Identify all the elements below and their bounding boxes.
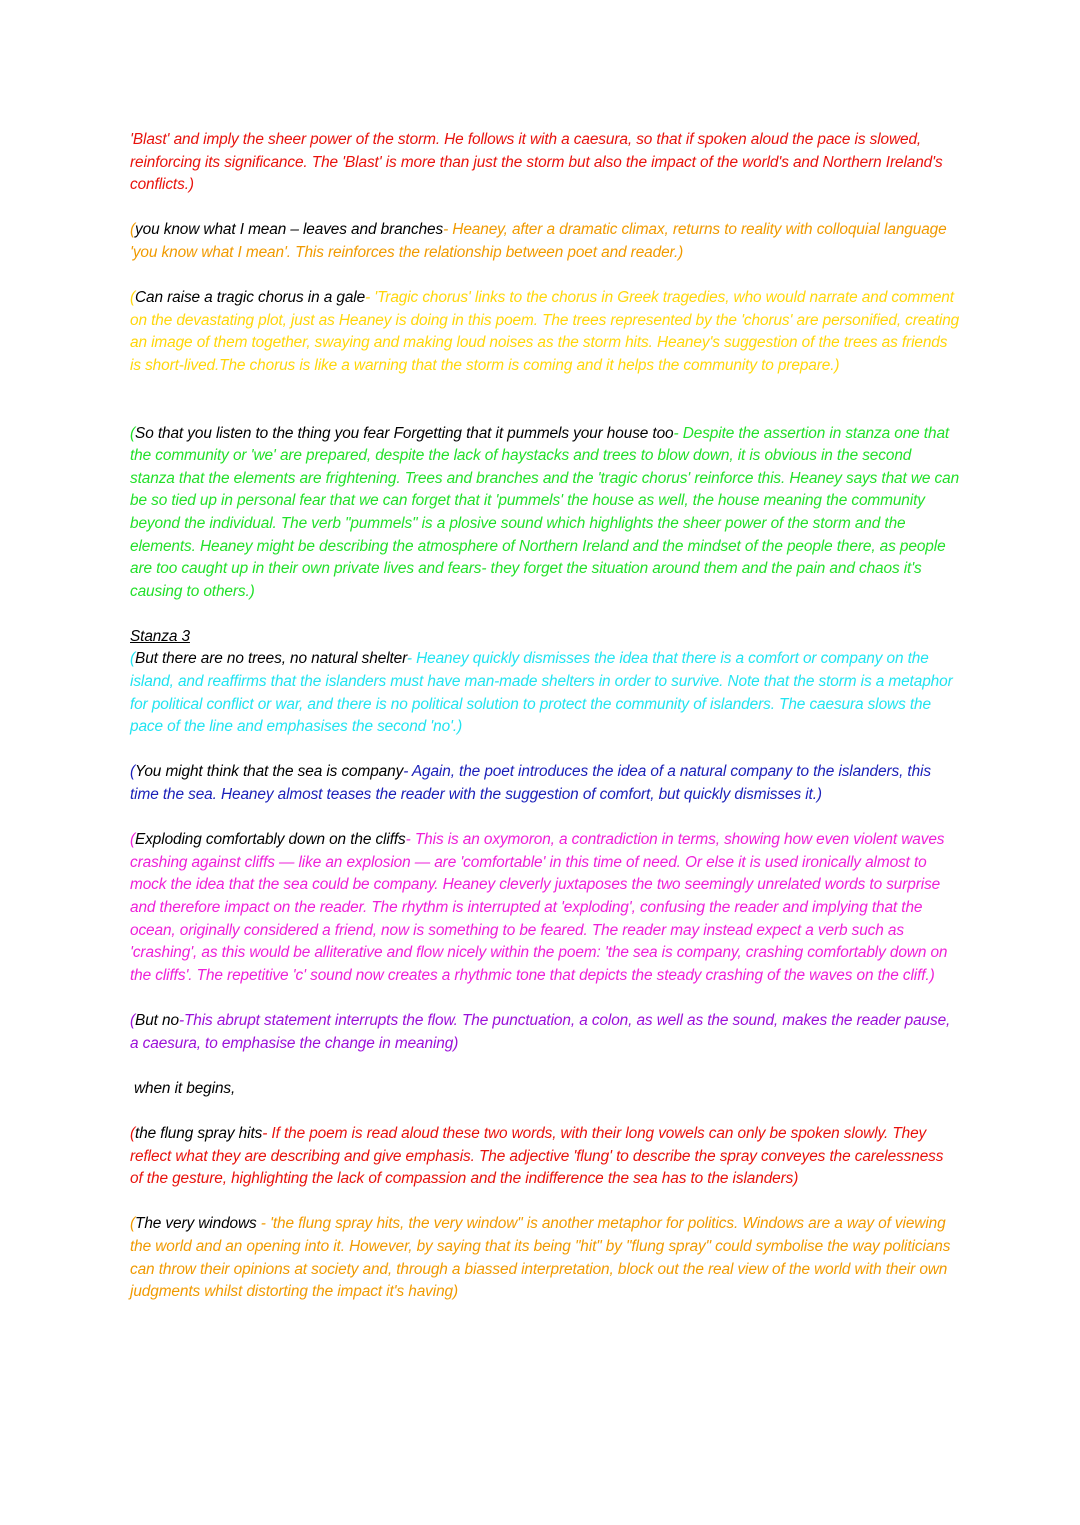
poem-quote: The very windows [135, 1215, 257, 1233]
poem-quote: you know what I mean – leaves and branches [135, 221, 444, 239]
open-paren: ( [130, 289, 136, 307]
paragraph-when-it-begins [130, 1078, 960, 1101]
quote-commentary: - Heaney quickly dismisses the idea that there is a comfort or company on the island, and reaffirms that the islanders must have man-made shelters in order to survive. Note that the storm is a metaphor for political conflict or war, and there is no political solution to protect the community of islanders. The caesura slows the pace of the line and emphasises the second 'no'.) [130, 650, 953, 736]
open-paren: ( [130, 1215, 136, 1233]
poem-line: when it begins, [134, 1079, 236, 1097]
open-paren: ( [130, 1124, 136, 1142]
paragraph-very-windows [130, 1213, 960, 1303]
quote-commentary: - 'the flung spray hits, the very window" is another metaphor for politics. Windows are a way of viewing the world and an opening into it. However, by saying that its being "hit" by "flung spray" could symbolise the way politicians can throw their opinions at society and, through a biassed interpretation, block out the real view of the world with their own judgments whilst distorting the impact it's having) [130, 1215, 951, 1301]
poem-quote: the flung spray hits [135, 1124, 263, 1142]
open-paren: ( [130, 221, 136, 239]
quote-commentary: -This abrupt statement interrupts the flow. The punctuation, a colon, as well as the sound, makes the reader pause, a caesura, to emphasise the change in meaning) [130, 1011, 951, 1052]
poem-quote: Exploding comfortably down on the cliffs [135, 831, 406, 849]
paragraph-sea-is-company [130, 761, 960, 806]
poem-quote: You might think that the sea is company [135, 763, 404, 781]
paragraph-blast-commentary [130, 129, 960, 197]
quote-commentary: - Despite the assertion in stanza one that the community or 'we' are prepared, despite the lack of haystacks and trees to blow down, it is obvious in the second stanza that the elements are frightening. Trees and branches and the 'tragic chorus' reinforce this. Heaney says that we can be so tied up in personal fear that we can forget that it 'pummels' the house as well, the house meaning the community beyond the individual. The verb "pummels" is a plosive sound which highlights the sheer power of the storm and the elements. Heaney might be describing the atmosphere of Northern Ireland and the mindset of the people there, as people are too caught up in their own private lives and fears- they forget the situation around them and the pain and chaos it's causing to others.) [130, 424, 960, 600]
quote-commentary: - 'Tragic chorus' links to the chorus in Greek tragedies, who would narrate and comment on the devastating plot, just as Heaney is doing in this poem. The trees represented by the 'chorus' are personified, creating an image of them together, swaying and making loud noises as the storm hits. Heaney's suggestion of the trees as friends is short-lived.The chorus is like a warning that the storm is coming and it helps the community to prepare.) [130, 289, 960, 374]
open-paren: ( [130, 424, 136, 442]
paragraph-flung-spray [130, 1123, 960, 1191]
open-paren: ( [130, 763, 136, 781]
quote-commentary: - Again, the poet introduces the idea of a natural company to the islanders, this time the sea. Heaney almost teases the reader with the suggestion of comfort, but quickly dismisses it.) [130, 763, 931, 804]
open-paren: ( [130, 650, 136, 668]
paragraph-you-know-what-i-mean [130, 219, 960, 264]
poem-quote: But there are no trees, no natural shelter [135, 650, 407, 668]
annotation-document [130, 129, 960, 1326]
paragraph-tragic-chorus [130, 287, 960, 377]
open-paren: ( [130, 831, 136, 849]
stanza-heading: Stanza 3 [130, 627, 190, 645]
quote-commentary: - This is an oxymoron, a contradiction in terms, showing how even violent waves crashing against cliffs — like an explosion — are 'comfortable' in this time of need. Or else it is used ironically almost to mock the idea that the sea could be company. Heaney cleverly juxtaposes the two seemingly unrelated words to surprise and therefore impact on the reader. The rhythm is interrupted at 'exploding', confusing the reader and implying that the ocean, originally considered a friend, now is something to be feared. The reader may instead expect a verb such as 'crashing', as this would be alliterative and flow nicely within the poem: 'the sea is company, crashing comfortably down on the cliffs'. The repetitive 'c' sound now creates a rhythmic tone that depicts the steady crashing of the waves on the cliff.) [130, 831, 948, 984]
open-paren: ( [130, 1011, 136, 1029]
paragraph-but-no [130, 1010, 960, 1055]
blast-commentary-text: 'Blast' and imply the sheer power of the storm. He follows it with a caesura, so that if spoken aloud the pace is slowed, reinforcing its significance. The 'Blast' is more than just the storm but also the impact of the world's and Northern Ireland's conflicts.) [130, 131, 943, 194]
poem-quote: Can raise a tragic chorus in a gale [135, 289, 366, 307]
paragraph-no-natural-shelter [130, 626, 960, 739]
quote-commentary: - If the poem is read aloud these two words, with their long vowels can only be spoken slowly. They reflect what they are describing and give emphasis. The adjective 'flung' to describe the spray conveyes the carelessness of the gesture, highlighting the lack of compassion and the indifference the sea has to the islanders) [130, 1124, 944, 1188]
paragraph-thing-you-fear [130, 423, 960, 604]
quote-commentary: - Heaney, after a dramatic climax, returns to reality with colloquial language 'you know what I mean'. This reinforces the relationship between poet and reader.) [130, 221, 947, 261]
poem-quote: But no [135, 1011, 179, 1029]
poem-quote: So that you listen to the thing you fear Forgetting that it pummels your house too [135, 424, 674, 442]
paragraph-exploding-comfortably [130, 829, 960, 987]
